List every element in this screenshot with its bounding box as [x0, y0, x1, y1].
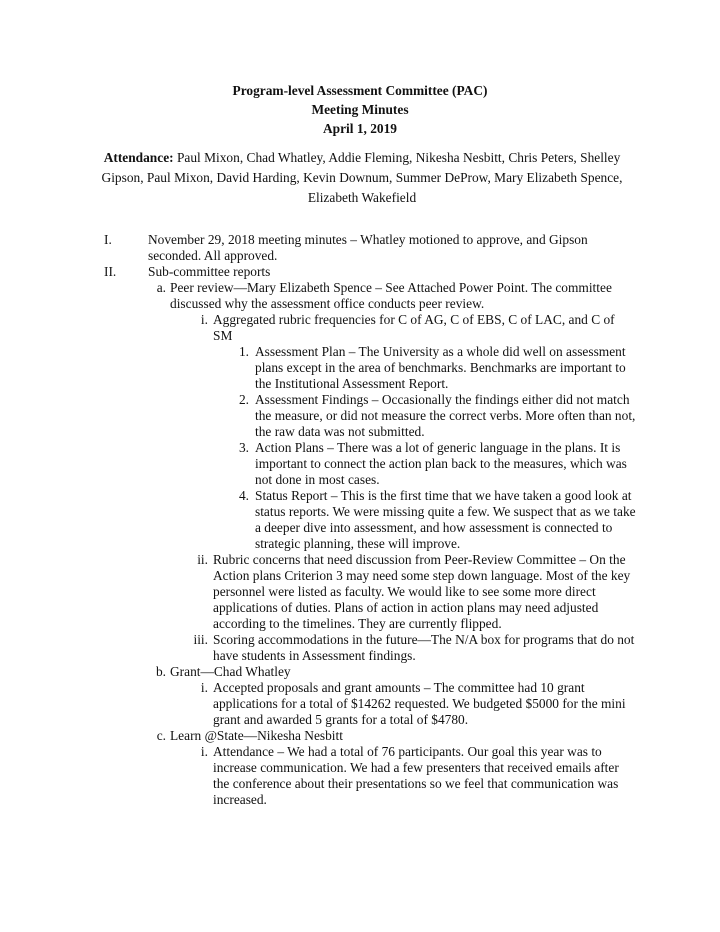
attendance-paragraph: [82, 148, 642, 208]
item-marker: c.: [156, 728, 166, 743]
item-text: Aggregated rubric frequencies for C of AG, C of EBS, C of LAC, and C of SM: [213, 312, 615, 343]
grant-accepted-proposals: [200, 680, 637, 728]
peer-review-scoring-accommodations: [193, 632, 637, 664]
document-header: [0, 81, 720, 138]
rubric-assessment-plan: [238, 344, 639, 392]
document-subtitle: Meeting Minutes: [311, 102, 409, 117]
learn-at-state-attendance: [200, 744, 637, 808]
item-marker: I.: [104, 232, 112, 247]
agenda-item-subcommittee-reports: [104, 264, 624, 280]
item-text: Rubric concerns that need discussion from Peer-Review Committee – On the Action plans Criterion 3 may need some step down language. Most of the key personnel were listed as faculty. We would like to see some more direct applications of duties. Plans of action in action plans may need adjusted according to the timelines. They are currently flipped.: [213, 552, 631, 631]
report-learn-at-state: [156, 728, 626, 744]
item-text: Assessment Findings – Occasionally the findings either did not match the measure, or did not measure the correct verbs. More often than not, the raw data was not submitted.: [255, 392, 636, 439]
peer-review-rubric-frequencies: [200, 312, 637, 344]
item-text: Learn @State—Nikesha Nesbitt: [170, 728, 343, 743]
agenda-item-minutes-approval: [104, 232, 624, 264]
item-text: Accepted proposals and grant amounts – The committee had 10 grant applications for a total of $14262 requested. We budgeted $5000 for the mini grant and awarded 5 grants for a total of $4780.: [213, 680, 626, 727]
item-text: November 29, 2018 meeting minutes – Whatley motioned to approve, and Gipson seconded. All approved.: [148, 232, 588, 263]
item-text: Assessment Plan – The University as a whole did well on assessment plans except in the area of benchmarks. Benchmarks are important to the Institutional Assessment Report.: [255, 344, 626, 391]
item-marker: a.: [156, 280, 166, 295]
meeting-date: April 1, 2019: [322, 121, 398, 136]
peer-review-rubric-concerns: [197, 552, 637, 632]
item-marker: i.: [200, 312, 208, 327]
item-text: Grant—Chad Whatley: [170, 664, 291, 679]
report-grant: [155, 664, 626, 680]
item-text: Sub-committee reports: [148, 264, 271, 279]
item-text: Action Plans – There was a lot of generic language in the plans. It is important to connect the action plan back to the measures, which was not done in most cases.: [255, 440, 627, 487]
document-title: Program-level Assessment Committee (PAC): [232, 83, 488, 98]
item-text: Peer review—Mary Elizabeth Spence – See Attached Power Point. The committee discussed why the assessment office conducts peer review.: [170, 280, 612, 311]
attendance-names: Paul Mixon, Chad Whatley, Addie Fleming, Nikesha Nesbitt, Chris Peters, Shelley Gipson, Paul Mixon, David Harding, Kevin Downum, Summer DeProw, Mary Elizabeth Spence, Elizabeth Wakefield: [101, 150, 623, 205]
item-marker: 2.: [238, 392, 249, 407]
item-text: Status Report – This is the first time that we have taken a good look at status reports. We were missing quite a few. We suspect that as we take a deeper dive into assessment, and how assessment is connected to strategic planning, these will improve.: [255, 488, 636, 551]
item-marker: iii.: [193, 632, 208, 647]
report-peer-review: [156, 280, 626, 312]
rubric-status-report: [238, 488, 639, 552]
attendance-label: Attendance:: [103, 150, 174, 165]
item-marker: 4.: [238, 488, 249, 503]
rubric-assessment-findings: [238, 392, 639, 440]
item-marker: i.: [200, 744, 208, 759]
item-marker: II.: [104, 264, 117, 279]
item-marker: ii.: [197, 552, 208, 567]
item-text: Attendance – We had a total of 76 participants. Our goal this year was to increase communication. We had a few presenters that received emails after the conference about their presentations so we feel that communication was increased.: [213, 744, 619, 807]
item-marker: b.: [155, 664, 166, 679]
item-marker: 3.: [238, 440, 249, 455]
item-text: Scoring accommodations in the future—The N/A box for programs that do not have students in Assessment findings.: [213, 632, 635, 663]
item-marker: 1.: [238, 344, 249, 359]
item-marker: i.: [200, 680, 208, 695]
rubric-action-plans: [238, 440, 639, 488]
